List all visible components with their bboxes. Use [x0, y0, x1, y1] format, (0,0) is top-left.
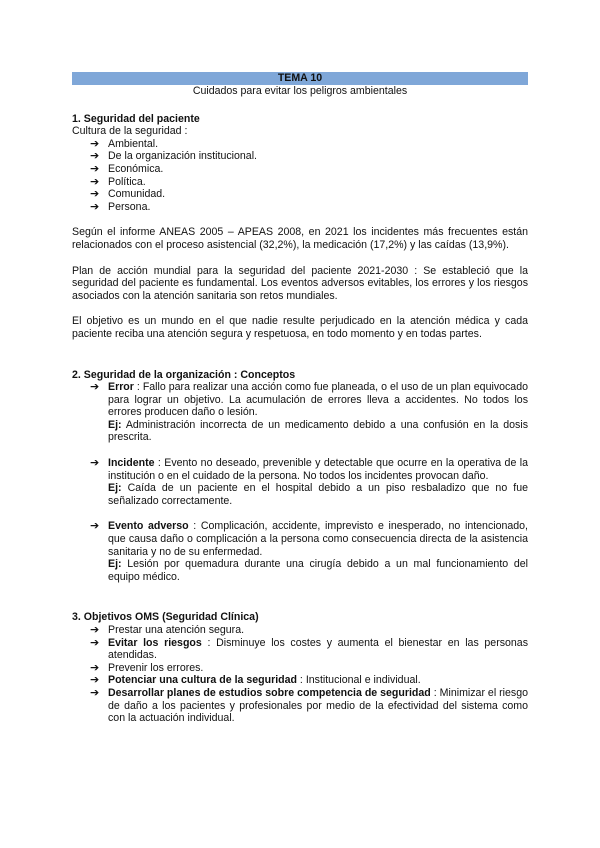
concepts-list — [72, 381, 528, 583]
arrow-icon: ➔ — [90, 520, 100, 533]
concept-incidente — [90, 457, 528, 507]
topic-title: TEMA 10 — [72, 72, 528, 85]
arrow-icon: ➔ — [90, 200, 100, 213]
list-item: ➔ Ambiental. — [90, 137, 159, 150]
arrow-icon: ➔ — [90, 188, 100, 201]
arrow-icon: ➔ — [90, 175, 100, 188]
section-2-heading: 2. Seguridad de la organización : Conceptos — [72, 368, 296, 381]
arrow-icon: ➔ — [90, 624, 100, 636]
example-label: Ej: — [108, 418, 122, 431]
concept-definition: : Evento no deseado, prevenible y detectable que ocurre en la operativa de la institución o en el cuidado de la persona. No todos los incidentes provocan daño. — [108, 457, 528, 482]
arrow-icon: ➔ — [90, 674, 100, 687]
section-3-heading: 3. Objetivos OMS (Seguridad Clínica) — [72, 611, 259, 624]
concept-term: Incidente — [108, 457, 155, 470]
section-1-heading: 1. Seguridad del paciente — [72, 112, 200, 125]
arrow-icon: ➔ — [90, 162, 100, 175]
safety-culture-list — [72, 138, 528, 214]
list-item: ➔ Comunidad. — [90, 188, 166, 201]
list-item: ➔ Potenciar una cultura de la seguridad : Institucional e individual. — [90, 674, 421, 687]
list-item: ➔ De la organización institucional. — [90, 150, 257, 163]
safety-culture-intro: Cultura de la seguridad : — [72, 125, 188, 138]
example-text: Caída de un paciente en el hospital debido a un piso resbaladizo que no fue señalizado correctamente. — [108, 482, 528, 507]
arrow-icon: ➔ — [90, 661, 100, 674]
paragraph-objective: El objetivo es un mundo en el que nadie resulte perjudicado en la atención médica y cada paciente reciba una atención segura y respetuosa, en todo momento y en todas partes. — [72, 315, 528, 340]
list-item: ➔ Prevenir los errores. — [90, 661, 204, 674]
concept-definition: : Complicación, accidente, imprevisto e inesperado, no intencionado, que causa daño o complicación a la persona como consecuencia directa de la asistencia sanitaria y no de su enfermedad. — [108, 520, 528, 558]
example-label: Ej: — [108, 558, 122, 571]
arrow-icon: ➔ — [90, 457, 100, 470]
concept-term: Error — [108, 381, 134, 394]
example-text: Lesión por quemadura durante una cirugía debido a un mal funcionamiento del equipo médico. — [108, 558, 528, 583]
arrow-icon: ➔ — [90, 686, 100, 699]
concept-error — [90, 381, 528, 444]
list-item: ➔ Económica. — [90, 162, 164, 175]
list-item: ➔ Evitar los riesgos : Disminuye los costes y aumenta el bienestar en las personas atendidas. — [90, 636, 528, 662]
topic-subtitle: Cuidados para evitar los peligros ambientales — [192, 85, 408, 97]
paragraph-aneas: Según el informe ANEAS 2005 – APEAS 2008, en 2021 los incidentes más frecuentes están relacionados con el proceso asistencial (32,2%), la medicación (17,2%) y las caídas (13,9%). — [72, 226, 528, 251]
list-item: ➔ Desarrollar planes de estudios sobre competencia de seguridad : Minimizar el riesgo de daño a los pacientes y profesionales por medio de la efectividad del sistema como con la actuación individual. — [90, 686, 528, 725]
arrow-icon: ➔ — [90, 150, 100, 163]
example-text: Administración incorrecta de un medicamento debido a una confusión en la dosis prescrita. — [108, 418, 528, 444]
paragraph-global-plan: Plan de acción mundial para la seguridad del paciente 2021-2030 : Se estableció que la seguridad del paciente es fundamental. Los eventos adversos evitables, los errores y los riesgos asociados con la atención sanitaria son retos mundiales. — [72, 264, 528, 302]
arrow-icon: ➔ — [90, 381, 100, 394]
list-item: ➔ Persona. — [90, 200, 151, 213]
concept-term: Evento adverso — [108, 520, 189, 533]
list-item: ➔ Política. — [90, 175, 146, 188]
list-item: ➔ Prestar una atención segura. — [90, 624, 245, 636]
who-objectives-list — [72, 624, 528, 725]
arrow-icon: ➔ — [90, 137, 100, 150]
document-content — [72, 72, 528, 725]
concept-evento-adverso — [90, 520, 528, 583]
arrow-icon: ➔ — [90, 636, 100, 649]
example-label: Ej: — [108, 482, 122, 495]
concept-definition: : Fallo para realizar una acción como fue planeada, o el uso de un plan equivocado para lograr un objetivo. La acumulación de errores lleva a accidentes. No todos los errores producen daño o lesión. — [108, 381, 528, 419]
